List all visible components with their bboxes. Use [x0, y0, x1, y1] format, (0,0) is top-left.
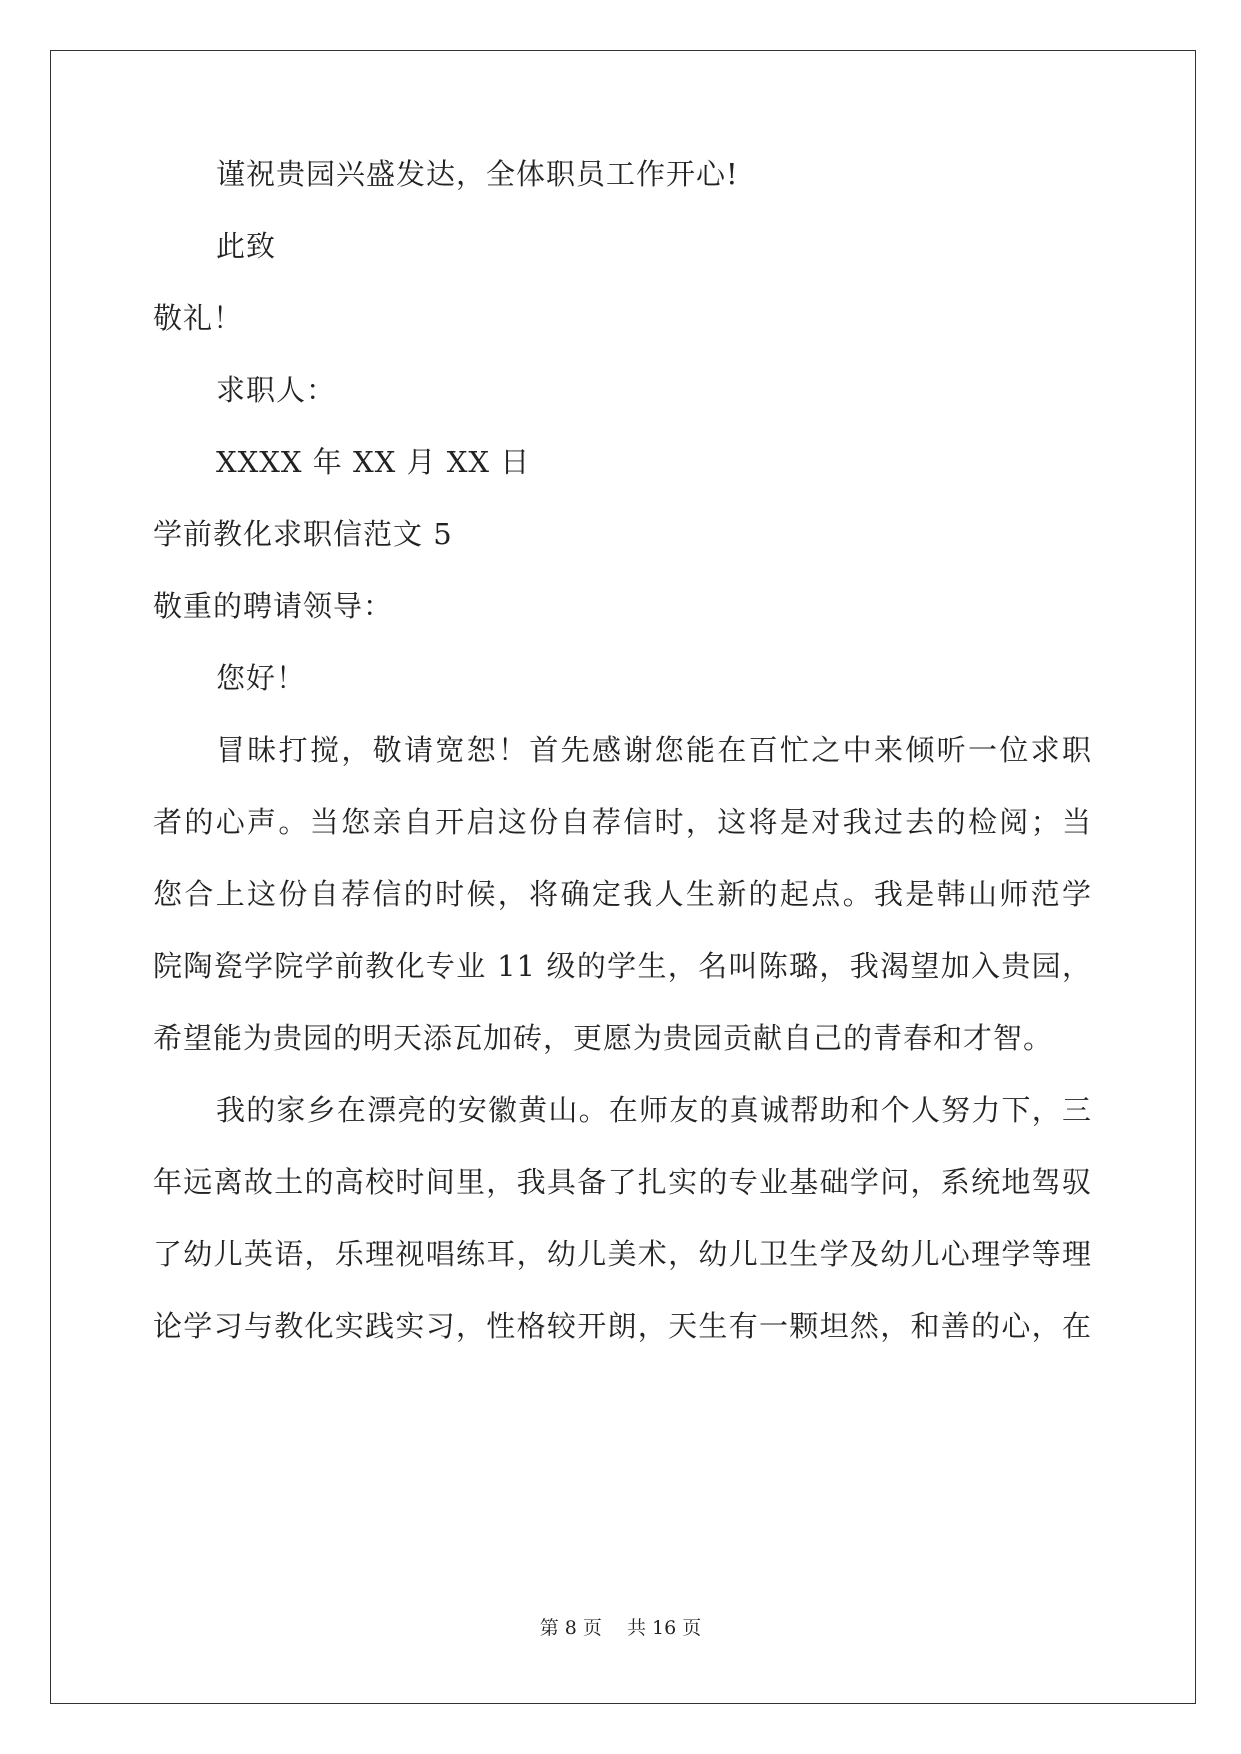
date-line: XXXX 年 XX 月 XX 日 — [216, 445, 531, 479]
paragraph-line: 论学习与教化实践实习，性格较开朗，天生有一颗坦然，和善的心，在 — [153, 1309, 1092, 1343]
respect-closing: 敬礼！ — [153, 301, 244, 335]
paragraph-line: 我的家乡在漂亮的安徽黄山。在师友的真诚帮助和个人努力下，三 — [216, 1093, 1092, 1127]
paragraph-line: 您合上这份自荐信的时候，将确定我人生新的起点。我是韩山师范学 — [153, 877, 1092, 911]
hello-line: 您好！ — [216, 661, 307, 695]
paragraph-line: 了幼儿英语，乐理视唱练耳，幼儿美术，幼儿卫生学及幼儿心理学等理 — [153, 1237, 1092, 1271]
salutation-closing: 此致 — [216, 229, 277, 263]
paragraph-line: 者的心声。当您亲自开启这份自荐信时，这将是对我过去的检阅；当 — [153, 805, 1092, 839]
greeting-line: 敬重的聘请领导： — [153, 589, 394, 623]
paragraph-line: 希望能为贵园的明天添瓦加砖，更愿为贵园贡献自己的青春和才智。 — [153, 1021, 1054, 1055]
paragraph-line: 冒昧打搅，敬请宽恕！首先感谢您能在百忙之中来倾听一位求职 — [216, 733, 1092, 767]
paragraph-line: 年远离故土的高校时间里，我具备了扎实的专业基础学问，系统地驾驭 — [153, 1165, 1092, 1199]
section-heading: 学前教化求职信范文 5 — [153, 517, 453, 551]
applicant-label: 求职人： — [216, 373, 337, 407]
paragraph-line: 院陶瓷学院学前教化专业 11 级的学生，名叫陈璐，我渴望加入贵园， — [153, 949, 1092, 983]
page-number-footer: 第 8 页 共 16 页 — [539, 1617, 702, 1639]
closing-wish: 谨祝贵园兴盛发达，全体职员工作开心! — [216, 157, 739, 191]
